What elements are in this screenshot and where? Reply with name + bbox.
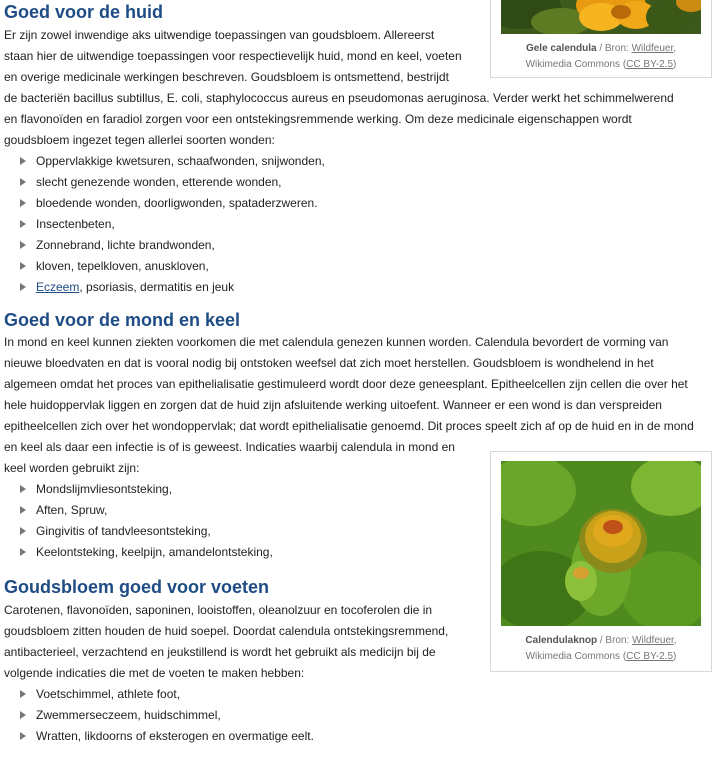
bullet-arrow-icon [20,485,26,493]
figure2-title: Calendulaknop [525,635,598,646]
bullet-arrow-icon [20,241,26,249]
list-huid [4,151,716,298]
list-item: Zwemmerseczeem, huidschimmel, [4,705,716,726]
bullet-arrow-icon [20,283,26,291]
list-item: Mondslijmvliesontsteking, [4,479,716,500]
list-item: bloedende wonden, doorligwonden, spataderzweren. [4,193,716,214]
list-item: kloven, tepelkloven, anuskloven, [4,256,716,277]
figure1-author-link[interactable]: Wildfeuer [631,43,674,54]
paragraph-huid: Er zijn zowel inwendige aks uitwendige toepassingen van goudsbloem. Allereerst staan hier de uitwendige toepassingen voor respectievelijk huid, mond en keel, voeten en overige medicinale werkingen beschreven. Goudsbloem is ontsmettend, bestrijdt de bacteriën bacillus subtillus, E. coli, staphylococcus aureus en pseudomonas aeruginosa. Verder werkt het schimmelwerend en flavonoïden en faradiol zorgen voor een ontstekingsremmende werking. Om deze medicinale eigenschappen wordt goudsbloem ingezet tegen allerlei soorten wonden: [4,28,674,147]
bullet-arrow-icon [20,732,26,740]
list-item: Keelontsteking, keelpijn, amandelontsteking, [4,542,716,563]
article-content [4,0,716,747]
bullet-arrow-icon [20,220,26,228]
bullet-arrow-icon [20,527,26,535]
bullet-arrow-icon [20,199,26,207]
figure1-caption: Gele calendula / Bron: Wildfeuer, Wikimedia Commons (CC BY-2.5) [525,43,677,70]
list-voeten [4,684,716,747]
list-item: Aften, Spruw, [4,500,716,521]
list-item: Eczeem, psoriasis, dermatitis en jeuk [4,277,716,298]
figure1-title: Gele calendula [525,43,597,54]
bullet-arrow-icon [20,548,26,556]
figure2-caption: Calendulaknop / Bron: Wildfeuer, Wikimedia Commons (CC BY-2.5) [525,635,677,662]
figure1-license-link[interactable]: CC BY-2.5 [626,59,674,70]
bullet-arrow-icon [20,262,26,270]
list-item: Voetschimmel, athlete foot, [4,684,716,705]
list-item: Wratten, likdoorns of eksterogen en overmatige eelt. [4,726,716,747]
heading-mond-keel: Goed voor de mond en keel [4,310,241,330]
bullet-arrow-icon [20,690,26,698]
figure2-license-link[interactable]: CC BY-2.5 [626,651,674,662]
list-item: Insectenbeten, [4,214,716,235]
bullet-arrow-icon [20,178,26,186]
list-item: slecht genezende wonden, etterende wonden, [4,172,716,193]
heading-voeten: Goudsbloem goed voor voeten [4,577,270,597]
heading-huid: Goed voor de huid [4,2,164,22]
eczeem-link[interactable]: Eczeem [36,280,80,294]
bullet-arrow-icon [20,157,26,165]
paragraph-voeten: Carotenen, flavonoïden, saponinen, looistoffen, oleanolzuur en tocoferolen die in goudsbloem zitten houden de huid soepel. Doordat calendula ontstekingsremmend, antibacterieel, verzachtend en jeukstillend is wordt het gebruikt als medicijn bij de volgende indicaties die met de voeten te maken hebben: [4,603,449,680]
bullet-arrow-icon [20,506,26,514]
list-mond-keel [4,479,716,563]
paragraph-mond-keel: In mond en keel kunnen ziekten voorkomen die met calendula genezen kunnen worden. Calendula bevordert de vorming van nieuwe bloedvaten en dat is vooral nodig bij ontstoken weefsel dat zich moet herstellen. Goudsbloem is wondhelend in het algemeen omdat het proces van epithelialisatie gestimuleerd wordt door deze geneesplant. Epitheelcellen zijn cellen die over het hele huidoppervlak liggen en zorgen dat de huid zijn afsluitende werking uitoefent. Wanneer er een wond is dan verspreiden epitheelcellen zich over het wondoppervlak; dat wordt epithelialisatie genoemd. Dit proces speelt zich af op de huid en in de mond en keel als daar een infectie is of is geweest. Indicaties waarbij calendula in mond en keel worden gebruikt zijn: [4,335,694,475]
list-item: Zonnebrand, lichte brandwonden, [4,235,716,256]
bullet-arrow-icon [20,711,26,719]
list-item: Gingivitis of tandvleesontsteking, [4,521,716,542]
list-item: Oppervlakkige kwetsuren, schaafwonden, snijwonden, [4,151,716,172]
figure2-author-link[interactable]: Wildfeuer [632,635,674,646]
